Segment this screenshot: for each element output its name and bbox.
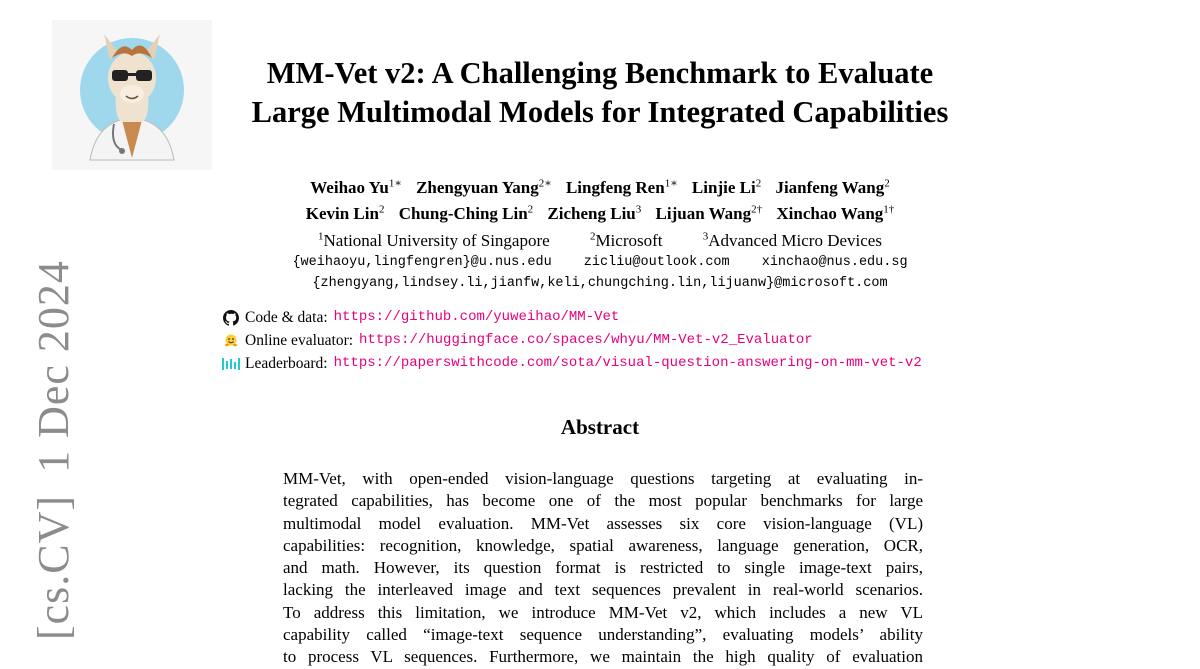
abstract-line: tegrated capabilities, has become one of the most popular benchmarks for large bbox=[283, 491, 923, 511]
email: {zhengyang,lindsey.li,jianfw,keli,chungching.lin,lijuanw}@microsoft.com bbox=[312, 275, 888, 291]
abstract-line: capability called “image-text sequence understanding”, evaluating models’ ability bbox=[283, 625, 923, 645]
link-label: Online evaluator: bbox=[245, 332, 354, 349]
author-row-1 bbox=[210, 172, 990, 199]
abstract-line: MM-Vet, with open-ended vision-language questions targeting at evaluating in- bbox=[283, 469, 923, 488]
github-icon bbox=[222, 310, 240, 326]
title-line-1: MM-Vet v2: A Challenging Benchmark to Evaluate bbox=[266, 56, 934, 90]
link-label: Leaderboard: bbox=[245, 355, 328, 372]
author: Lingfeng Ren$^{1∗}$ bbox=[565, 177, 678, 197]
arxiv-category: [cs.CV] bbox=[29, 494, 78, 640]
author: Lijuan Wang$^{2\dagger}$ bbox=[655, 203, 763, 224]
author: Chung-Ching Lin$^2$ bbox=[398, 203, 534, 224]
author: Kevin Lin$^2$ bbox=[305, 203, 385, 224]
evaluator-url[interactable]: https://huggingface.co/spaces/whyu/MM-Vet-v2_Evaluator bbox=[359, 332, 813, 348]
abstract-heading: Abstract bbox=[560, 415, 640, 439]
arxiv-side-stamp bbox=[28, 260, 79, 640]
abstract-line: lacking the interleaved image and text sequences prevalent in real-world scenarios. bbox=[283, 580, 923, 600]
hugging-face-icon bbox=[222, 333, 240, 349]
author: Xinchao Wang$^{1\dagger}$ bbox=[776, 203, 895, 224]
email: xinchao@nus.edu.sg bbox=[761, 254, 908, 270]
affiliation: $^2$Microsoft bbox=[589, 230, 663, 250]
llama-doctor-icon bbox=[52, 20, 212, 170]
affiliation: $^1$National University of Singapore bbox=[318, 230, 550, 250]
author: Linjie Li$^2$ bbox=[691, 177, 762, 197]
abstract-body bbox=[283, 468, 923, 669]
email: zicliu@outlook.com bbox=[583, 254, 730, 270]
author: Zicheng Liu$^3$ bbox=[547, 203, 642, 224]
affiliations bbox=[210, 225, 990, 252]
leaderboard-url[interactable]: https://paperswithcode.com/sota/visual-question-answering-on-mm-vet-v2 bbox=[333, 355, 922, 371]
author: Weihao $Yu^{1∗}$ bbox=[310, 177, 402, 197]
abstract-line: to process VL sequences. Furthermore, we maintain the high quality of evaluation bbox=[283, 647, 923, 667]
author: Zhengyuan Yang$^{2∗}$ bbox=[416, 177, 552, 197]
abstract-line: multimodal model evaluation. MM-Vet assesses six core vision-language (VL) bbox=[283, 513, 923, 533]
email-row-2 bbox=[210, 273, 990, 294]
email-row-1 bbox=[210, 252, 990, 273]
abstract-line: and math. However, its question format is restricted to single image-text pairs, bbox=[283, 558, 923, 578]
leaderboard-icon bbox=[222, 356, 240, 372]
code-url[interactable]: https://github.com/yuweihao/MM-Vet bbox=[333, 309, 620, 325]
affiliation: $^3$Advanced Micro Devices bbox=[702, 230, 882, 250]
link-label: Code & data: bbox=[245, 309, 328, 326]
abstract-line: capabilities: recognition, knowledge, spatial awareness, language generation, OCR, bbox=[283, 535, 923, 555]
link-leaderboard bbox=[222, 352, 922, 375]
link-evaluator bbox=[222, 329, 922, 352]
title-line-2: Large Multimodal Models for Integrated Capabilities bbox=[251, 95, 949, 129]
resource-links bbox=[222, 306, 922, 375]
paper-title bbox=[210, 54, 990, 132]
email: {weihaoyu,lingfengren}@u.nus.edu bbox=[292, 254, 552, 270]
author-row-2 bbox=[210, 199, 990, 226]
link-code bbox=[222, 306, 922, 329]
arxiv-date: 1 Dec 2024 bbox=[29, 260, 78, 473]
author: Jianfeng Wang$^2$ bbox=[775, 177, 890, 197]
llama-doctor-logo bbox=[52, 20, 212, 170]
author-block bbox=[210, 172, 990, 294]
abstract-line: To address this limitation, we introduce MM-Vet v2, which includes a new VL bbox=[283, 602, 923, 622]
